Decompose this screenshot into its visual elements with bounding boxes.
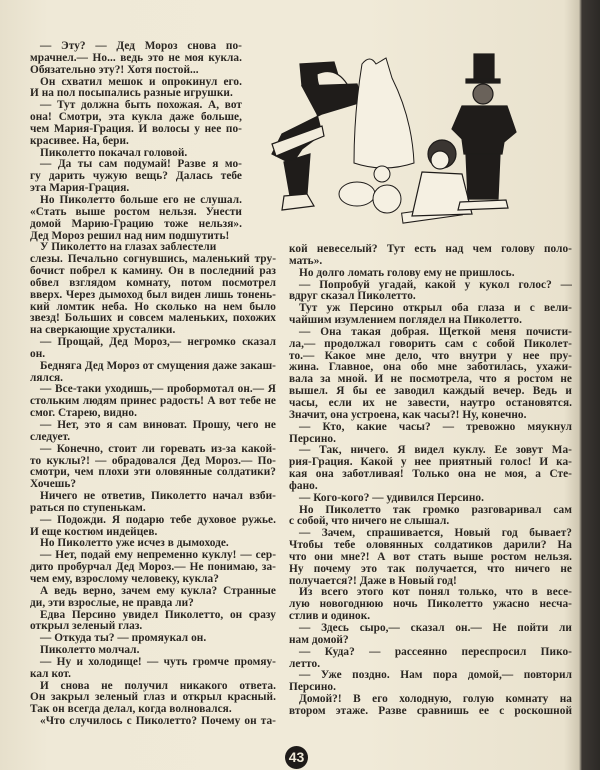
text-line: мать». [289, 255, 323, 267]
text-line: И еще костюм индейцев. [30, 526, 158, 538]
paragraph [30, 515, 276, 539]
text-line: стлив и одинок. [289, 611, 371, 623]
text-line: бочист побрел к камину. Он в последний раз [30, 266, 276, 278]
text-line: Он схватил мешок и опрокинул его. [40, 76, 242, 88]
text-line: — Попробуй угадай, какой у кукол голос? — [299, 279, 572, 291]
text-line: — Нет, это я сам виноват. Прошу, чего не [40, 420, 276, 431]
text-line: — Все-таки уходишь,— пробормотал он.— Я [40, 384, 276, 396]
paragraph [289, 587, 572, 623]
text-line: гу дарить чужую вещь? Далась тебе [30, 171, 242, 183]
text-line: эта Мария-Грация. [30, 183, 130, 195]
text-line: У Пиколетто на глазах заблестели [40, 242, 217, 254]
paragraph [289, 327, 572, 422]
text-line: домой Марию-Грацию тоже нельзя». [30, 218, 242, 230]
paragraph [289, 244, 572, 268]
paragraph [30, 159, 276, 195]
paragraph [30, 657, 276, 681]
paragraph [30, 491, 276, 515]
text-line: И снова не получил никакого ответа. [40, 680, 276, 692]
text-line: Он закрыл зеленый глаз и открыл красный. [30, 692, 276, 704]
text-line: Пиколетто покачал головой. [40, 147, 188, 159]
text-line: Ну почему это так получается, что ничего не [289, 563, 572, 575]
paragraph [30, 41, 276, 77]
text-line: Но Пиколетто так громко разговаривал сам [299, 504, 572, 516]
paragraph [30, 633, 276, 645]
text-line: Хочешь? [30, 479, 77, 491]
text-line: Из всего этого кот понял только, что в весе- [299, 587, 572, 599]
text-line: то куклы?! — обрадовался Дед Мороз.— По- [30, 455, 276, 467]
text-line: «Что случилось с Пиколетто? Почему он та- [40, 716, 276, 728]
text-line: часы, если их не завести, наутро остановятся. [289, 397, 572, 409]
paragraph [289, 422, 572, 446]
text-line: вверх. Через дымоход был виден лишь тонень- [30, 289, 276, 301]
text-line: на сверкающие хрусталики. [30, 325, 176, 337]
paragraph [30, 195, 276, 242]
text-line: — Ну и холодище! — чуть громче промяу- [40, 656, 276, 668]
paragraph [289, 670, 572, 694]
text-line: жина. Главное, она обо мне заботилась, ухажи- [289, 362, 572, 374]
text-line: — Подожди. Я подарю тебе духовое ружье. [40, 514, 276, 526]
paragraph [289, 445, 572, 492]
text-line: она! Смотри, эта кукла даже больше, [30, 112, 242, 124]
text-line: — Эту? — Дед Мороз снова по- [40, 41, 242, 52]
text-line: — Здесь сыро,— сказал он.— Не пойти ли [299, 623, 572, 634]
text-line: — Она такая добрая. Щеткой меня почисти- [299, 326, 572, 338]
text-line: дито пробурчал Дед Мороз.— Не понимаю, за- [30, 562, 276, 574]
text-line: И на пол посыпались разные игрушки. [30, 88, 233, 100]
text-line: — Кого-кого? — удивился Персино. [299, 492, 485, 504]
text-line: Персино. [289, 682, 336, 694]
paragraph [30, 645, 276, 657]
paragraph [30, 538, 276, 550]
text-line: кал кот. [30, 668, 72, 680]
text-line: Персино. [289, 433, 336, 445]
text-line: Чтобы тебе оловянных солдатиков дарили? На [289, 540, 572, 552]
text-line: смотри, чем плохи эти оловянные солдатики? [30, 467, 276, 479]
text-line: — Так, ничего. Я видел куклу. Ее зовут Ма- [299, 445, 572, 457]
paragraph [30, 361, 276, 385]
text-line: фано. [289, 480, 318, 492]
text-line: рия-Грация. Какой у нее приятный голос! И ка- [289, 457, 572, 469]
right-text-column [289, 244, 572, 718]
text-line: Обязательно эту?! Хотя постой... [30, 64, 199, 76]
paragraph [30, 610, 276, 634]
text-line: мрачнел.— Но... ведь это не моя кукла. [30, 52, 242, 64]
paragraph [30, 681, 276, 717]
paragraph [289, 623, 572, 647]
text-line: Тут уж Персино открыл оба глаза и с вели- [299, 303, 572, 315]
text-line: Домой?! В его холодную, голую комнату на [299, 694, 572, 706]
doll-in-white-dress [354, 58, 414, 168]
paragraph [289, 505, 572, 529]
text-line: ди, эти взрослые, не правда ли? [30, 597, 194, 609]
page-number-badge: 43 [285, 746, 308, 769]
text-line: раться по ступенькам. [30, 502, 146, 514]
text-line: Но Пиколетто уже исчез в дымоходе. [40, 538, 229, 550]
text-line: — Уже поздно. Нам пора домой,— повторил [299, 670, 572, 682]
paragraph [30, 242, 276, 254]
text-line: — Конечно, стоит ли горевать из-за какой- [40, 443, 276, 455]
text-line: «Стать выше ростом нельзя. Унести [30, 206, 242, 218]
paragraph [289, 528, 572, 587]
text-line: Едва Персино увидел Пиколетто, он сразу [40, 609, 276, 621]
text-line: стольким людям принес радость! А вот тебе не [30, 396, 276, 408]
text-line: лую новогоднюю ночь Пиколетто ужасно несча- [289, 599, 572, 611]
text-line: Ничего не ответив, Пиколетто начал взби- [40, 491, 276, 503]
paragraph [30, 716, 276, 728]
paragraph [30, 550, 276, 586]
paragraph [30, 100, 276, 147]
paragraph [289, 303, 572, 327]
paragraph [30, 384, 276, 420]
text-line: Значит, она устроена, как часы?! Ну, конечно. [289, 409, 527, 421]
paragraph [30, 444, 276, 491]
paragraph [289, 268, 572, 280]
text-line: — Прощай, Дед Мороз,— негромко сказал [40, 337, 276, 349]
paragraph [30, 77, 276, 101]
text-line: — Да ты сам подумай! Разве я мо- [40, 159, 242, 171]
text-line: обвел взглядом комнату, потом посмотрел [30, 277, 276, 289]
text-line: — Кто, какие часы? — тревожно мяукнул [299, 421, 572, 433]
text-line: — Откуда ты? — промяукал он. [40, 633, 207, 645]
text-line: кой невеселый? Тут есть над чем голову поло- [289, 244, 572, 255]
text-line: — Нет, подай ему непременно куклу! — сер- [40, 550, 276, 562]
text-line: кая она заботливая! Только она не моя, а Сте- [289, 469, 572, 481]
paragraph [30, 337, 276, 361]
text-line: что они мне?! А вот стать выше ростом нельзя. [289, 551, 572, 563]
text-line: получается?! Даже в Новый год! [289, 575, 457, 587]
left-text-column [30, 41, 276, 728]
text-line: вала за мной. И не посмотрела, что я ростом не [289, 374, 572, 386]
paragraph [30, 586, 276, 610]
paragraph [289, 694, 572, 718]
text-line: кий ломтик неба. Но сколько на нем было [30, 301, 276, 313]
text-line: Бедняга Дед Мороз от смущения даже закаш- [40, 360, 276, 372]
text-line: — Тут должна быть похожая. А, вот [40, 100, 242, 112]
text-line: А ведь верно, зачем ему кукла? Странные [40, 585, 276, 597]
text-line: Так он всегда делал, когда волновался. [30, 704, 232, 716]
text-line: чайшим изумлением поглядел на Пиколетто. [289, 315, 522, 327]
text-line: втором этаже. Разве сравнишь ее с роскошной [289, 705, 572, 717]
text-line: летто. [289, 658, 321, 670]
text-line: — Куда? — рассеянно переспросил Пико- [299, 646, 572, 658]
text-line: чем ему, взрослому человеку, кукла? [30, 573, 219, 585]
text-line: он. [30, 348, 46, 360]
text-line: слезы. Печально согнувшись, маленький тру- [30, 254, 276, 266]
text-line: открыл зеленый глаз. [30, 621, 143, 633]
text-line: Дед Мороз решил над ним подшутить! [30, 230, 230, 242]
paragraph [30, 148, 276, 160]
paragraph [289, 647, 572, 671]
text-line: то.— Какое мне дело, что внутри у нее пру- [289, 350, 572, 362]
paragraph [289, 493, 572, 505]
text-line: Пиколетто молчал. [40, 645, 140, 657]
text-line: следует. [30, 431, 71, 443]
text-line: звезд! Больших и совсем маленьких, похожих [30, 313, 276, 325]
text-line: чем Мария-Грация. И волосы у нее по- [30, 123, 242, 135]
text-line: красивее. На, бери. [30, 135, 129, 147]
paragraph [30, 254, 276, 337]
text-line: вдруг сказал Пиколетто. [289, 291, 416, 303]
text-line: Но долго ломать голову ему не пришлось. [299, 267, 515, 279]
text-line: вышел. Я бы ее заводил каждый вечер. Ведь и [289, 386, 572, 398]
text-line: — Зачем, спрашивается, Новый год бывает? [299, 528, 572, 540]
illustration-santa-doll-chimney-sweep [262, 24, 577, 239]
text-line: лялся. [30, 372, 64, 384]
text-line: нам домой? [289, 634, 349, 646]
text-line: с собой, что ничего не слышал. [289, 516, 450, 528]
text-line: Но Пиколетто больше его не слушал. [40, 194, 242, 206]
paragraph [289, 280, 572, 304]
paragraph [30, 420, 276, 444]
text-line: ла,— продолжал говорить сам с собой Пиколет- [289, 338, 572, 350]
text-line: смог. Старею, видно. [30, 408, 137, 420]
